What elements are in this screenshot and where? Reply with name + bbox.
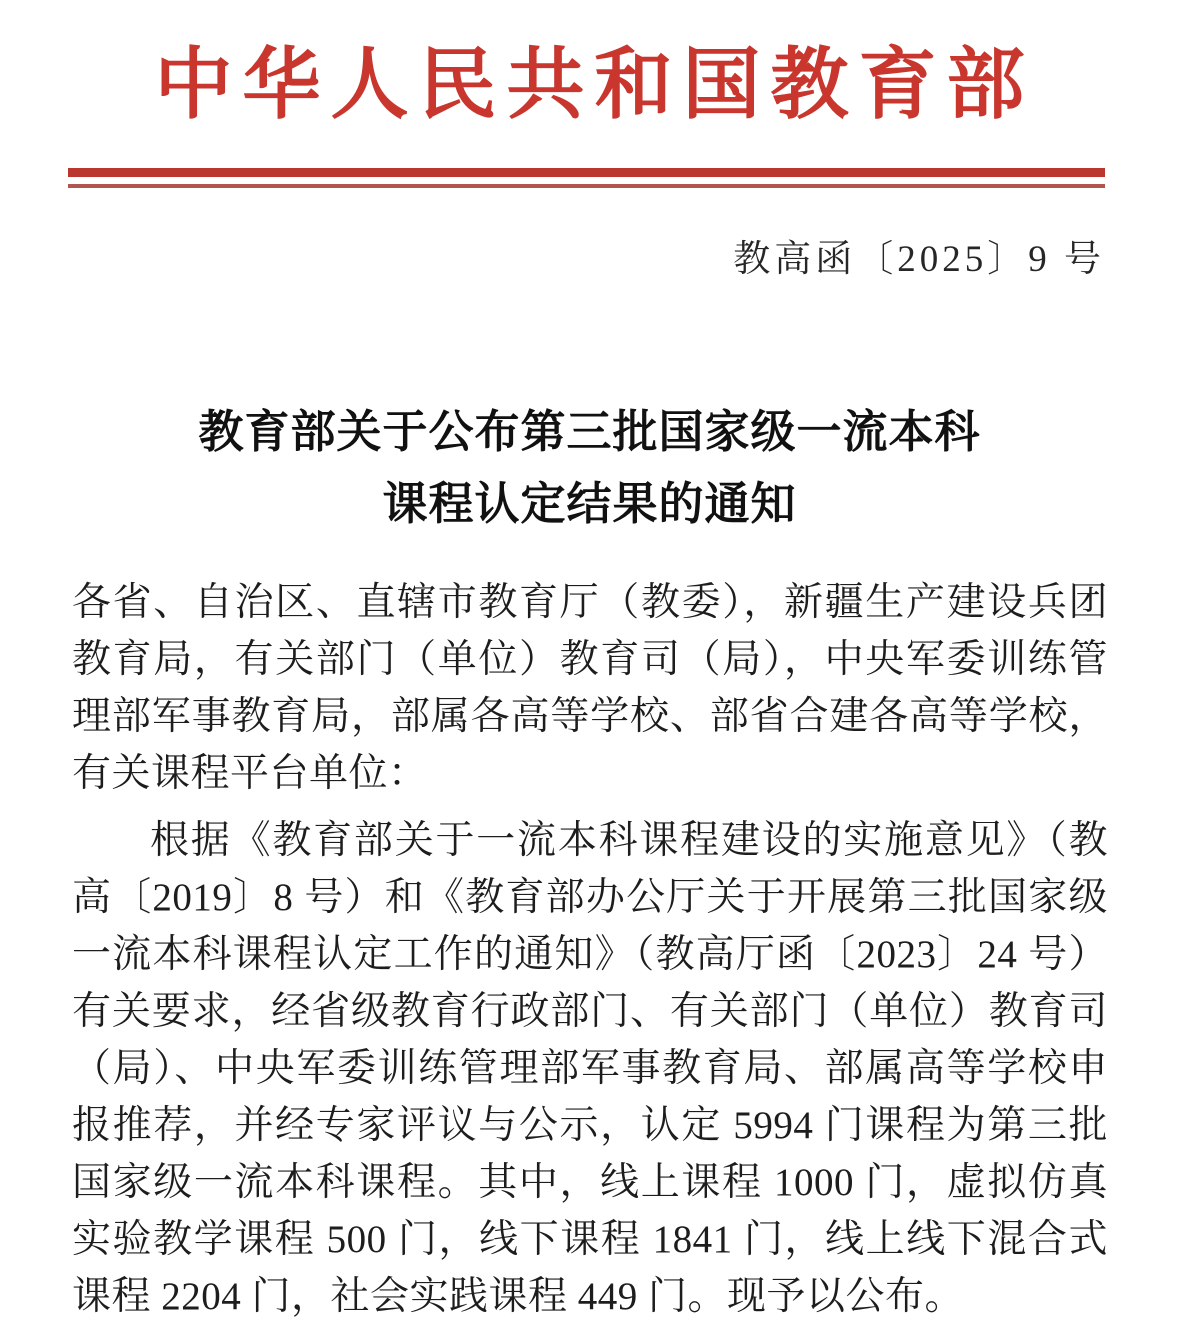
salutation-paragraph: 各省、自治区、直辖市教育厅（教委），新疆生产建设兵团教育局，有关部门（单位）教育司（局），中央军委训练管理部军事教育局，部属各高等学校、部省合建各高等学校，有关课程平台单位： xyxy=(72,581,1108,795)
body-paragraph-1: 根据《教育部关于一流本科课程建设的实施意见》（教高〔2019〕8 号）和《教育部办公厅关于开展第三批国家级一流本科课程认定工作的通知》（教高厅函〔2023〕24 号）有关要求，经省级教育行政部门、有关部门（单位）教育司（局）、中央军委训练管理部军事教育局、部属高等学校申报推荐，并经专家评议与公示，认定 5994 门课程为第三批国家级一流本科课程。其中，线上课程 1000 门，虚拟仿真实验教学课程 500 门，线下课程 1841 门，线上线下混合式课程 2204 门，社会实践课程 449 门。现予以公布。 xyxy=(72,819,1108,1318)
document-number: 教高函〔2025〕9 号 xyxy=(733,239,1105,280)
ministry-name: 中华人民共和国教育部 xyxy=(154,41,1035,128)
letterhead-rule-thick xyxy=(68,168,1105,177)
page-title-line-1: 教育部关于公布第三批国家级一流本科 xyxy=(198,406,981,457)
letterhead-rule-thin xyxy=(68,184,1105,188)
page-title xyxy=(0,396,1179,540)
letterhead-rules xyxy=(68,168,1105,188)
page-title-line-2: 课程认定结果的通知 xyxy=(382,478,797,529)
letterhead xyxy=(0,41,1179,128)
document-body xyxy=(72,574,1108,1325)
letterhead-rule-gap xyxy=(68,177,1105,184)
